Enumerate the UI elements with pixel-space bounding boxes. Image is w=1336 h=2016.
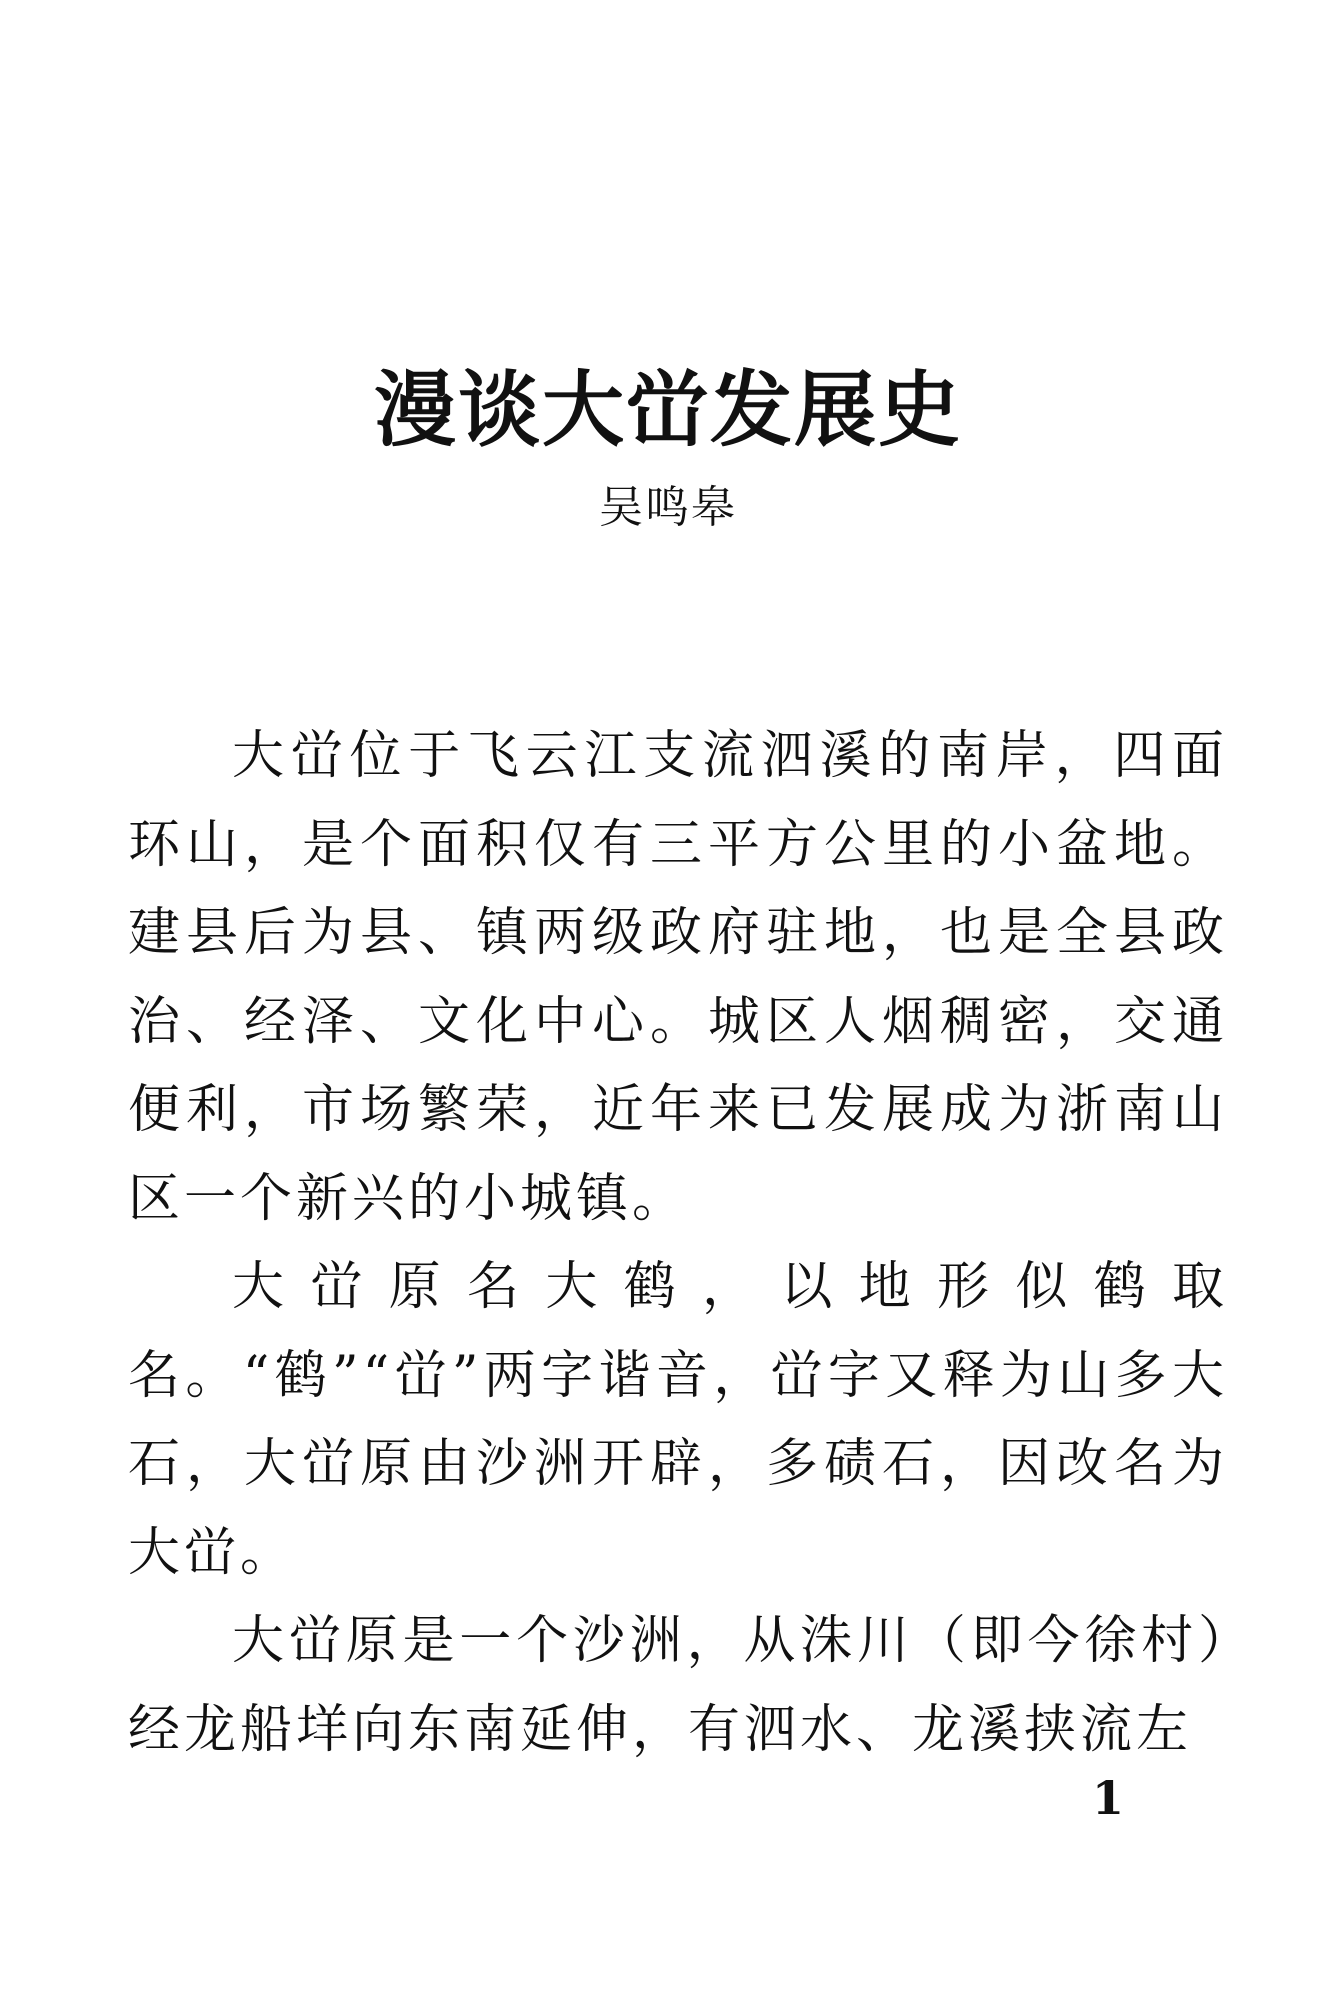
article-body [128,712,1228,1774]
page-number: 1 [1091,1771,1124,1825]
paragraph-2: 大峃原名大鹤，以地形似鹤取名。“鹤”“峃”两字谐音，峃字又释为山多大石，大峃原由沙洲开辟，多碛石，因改名为大峃。 [128,1257,1228,1583]
paragraph-1: 大峃位于飞云江支流泗溪的南岸，四面环山，是个面积仅有三平方公里的小盆地。建县后为县、镇两级政府驻地，也是全县政治、经泽、文化中心。城区人烟稠密，交通便利，市场繁荣，近年来已发展成为浙南山区一个新兴的小城镇。 [128,726,1228,1229]
article-title: 漫谈大峃发展史 [373,361,962,458]
author-name: 吴鸣皋 [599,482,737,533]
paragraph-3: 大峃原是一个沙洲，从洙川（即今徐村）经龙船垟向东南延伸，有泗水、龙溪挟流左 [128,1611,1228,1760]
